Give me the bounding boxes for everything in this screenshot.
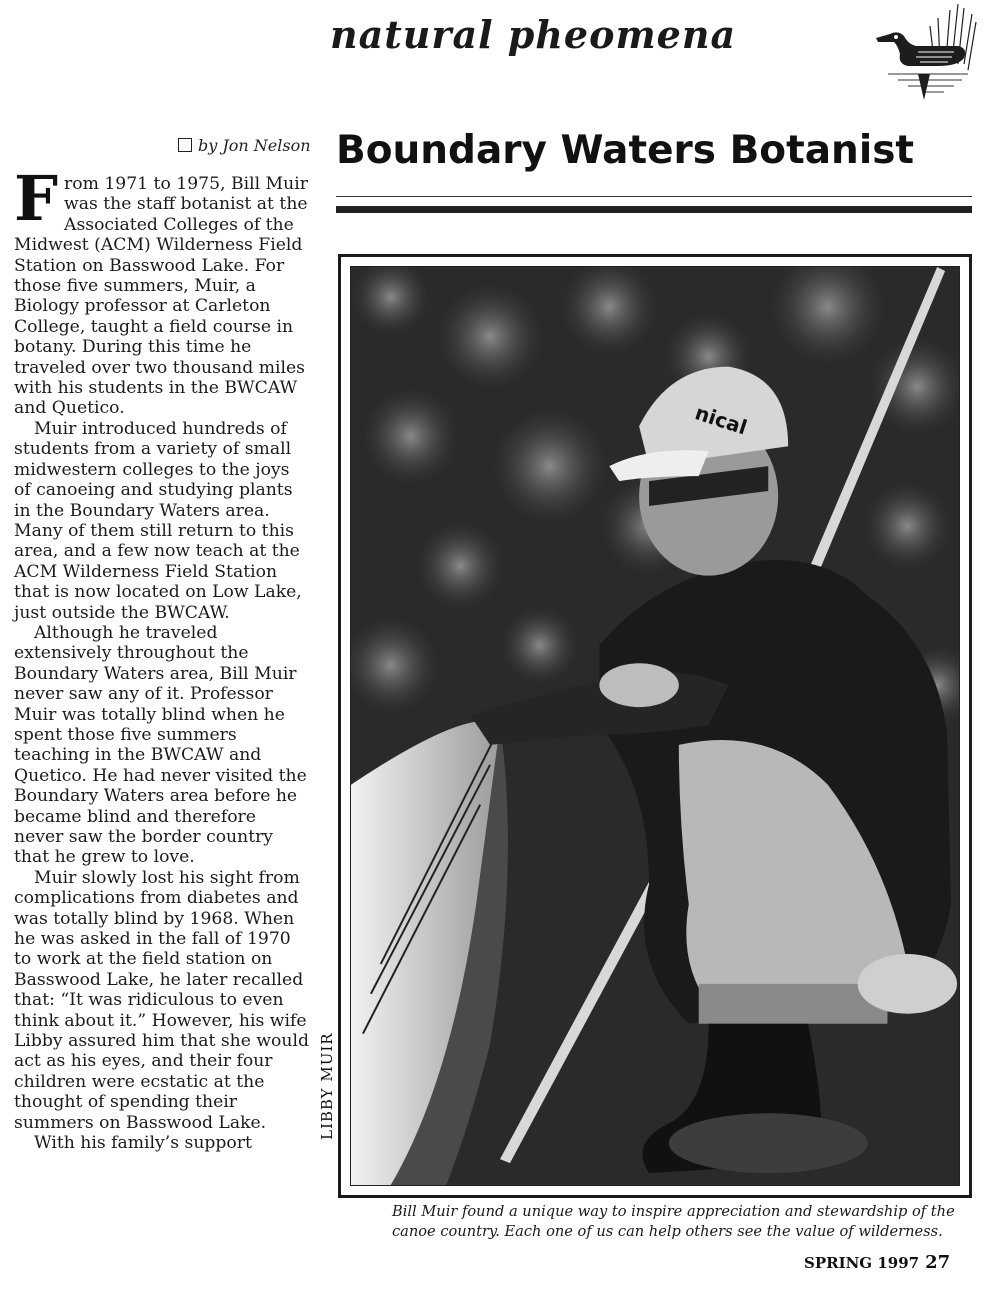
article-body [14, 162, 310, 1154]
issue-date: SPRING 1997 [804, 1254, 920, 1272]
paragraph: Muir introduced hundreds of students from a variety of small midwestern colleges to the joys of canoeing and studying plants in the Boundary Waters area. Many of them still return to this area, and a few now teach at the ACM Wilderness Field Station that is now located on Low Lake, just outside the BWCAW. [14, 418, 302, 623]
photo-credit: LIBBY MUIR [318, 1032, 336, 1140]
loon-icon [868, 0, 980, 108]
drop-cap: F [14, 162, 59, 235]
paragraph: From 1971 to 1975, Bill Muir was the staff botanist at the Associated Colleges of the Midwest (ACM) Wilderness Field Station on Basswood Lake. For those five summers, Muir, a Biology professor at Carleton College, taught a field course in botany. During this time he traveled over two thousand miles with his students in the BWCAW and Quetico. [14, 162, 308, 419]
byline [178, 136, 311, 155]
cap-lettering: nical [692, 401, 750, 440]
photo-frame [338, 254, 972, 1198]
section-title: natural pheomena [330, 12, 737, 57]
headline-rule-thick [336, 206, 972, 213]
paragraph: With his family’s support [34, 1133, 252, 1154]
photo [350, 266, 960, 1186]
headline-rule-thin [336, 196, 972, 197]
photo-caption: Bill Muir found a unique way to inspire appreciation and stewardship of the canoe country. Each one of us can help others see the value of wilderness. [392, 1203, 955, 1240]
headline: Boundary Waters Botanist [336, 128, 915, 173]
photo-illustration [351, 267, 959, 1185]
byline-text: by Jon Nelson [198, 136, 311, 155]
page-folio [804, 1252, 950, 1273]
paragraph: Muir slowly lost his sight from complications from diabetes and was totally blind by 1968. When he was asked in the fall of 1970 to work at the field station on Basswood Lake, he later recalled that: “It was ridiculous to even think about it.” However, his wife Libby assured him that she would act as his eyes, and their four children were ecstatic at the thought of spending their summers on Basswood Lake. [14, 867, 309, 1133]
page-number: 27 [925, 1252, 951, 1273]
box-bullet-icon [178, 138, 192, 152]
paragraph: Although he traveled extensively throughout the Boundary Waters area, Bill Muir never saw any of it. Professor Muir was totally blind when he spent those five summers teaching in the BWCAW and Quetico. He had never visited the Boundary Waters area before he became blind and therefore never saw the border country that he grew to love. [14, 622, 307, 868]
